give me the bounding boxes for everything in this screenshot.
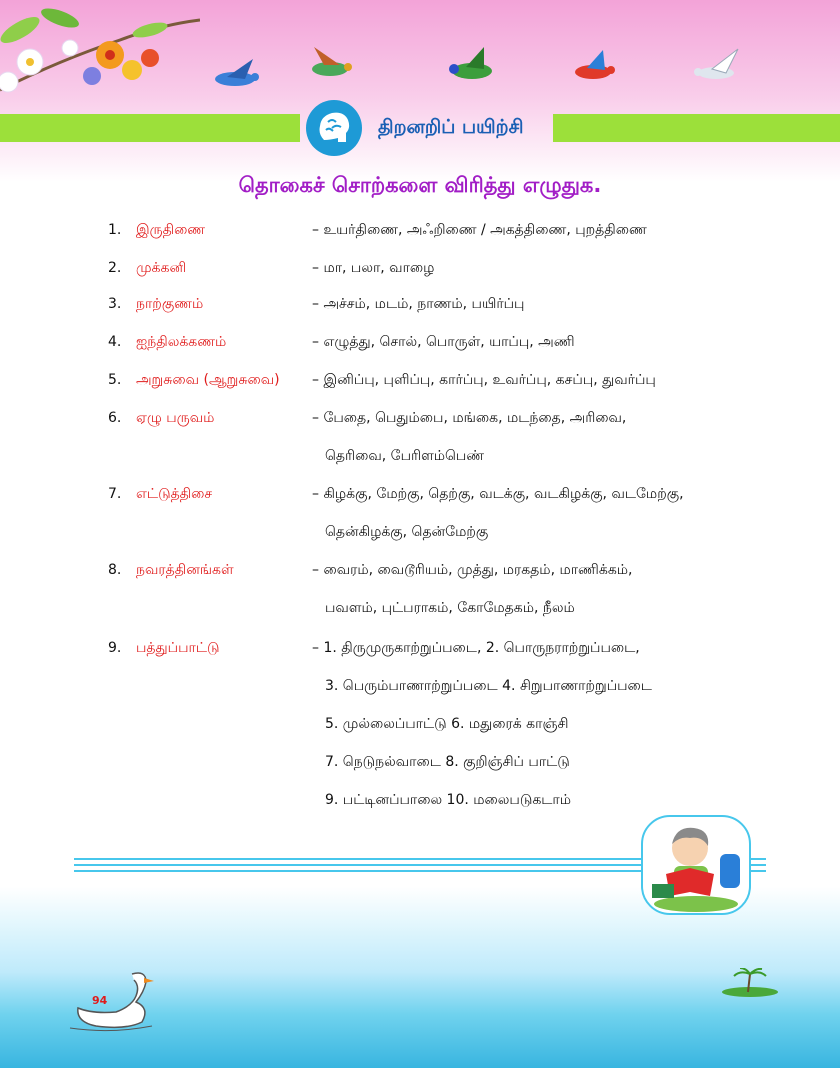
item-definition-continued: 3. பெரும்பாணாற்றுப்படை 4. சிறுபாணாற்றுப்படை [325, 678, 652, 694]
item-definition: – இனிப்பு, புளிப்பு, கார்ப்பு, உவர்ப்பு, கசப்பு, துவர்ப்பு [312, 372, 656, 388]
item-definition: – பேதை, பெதும்பை, மங்கை, மடந்தை, அரிவை, [312, 410, 627, 426]
swan-illustration [66, 968, 156, 1032]
item-definition-continued: 7. நெடுநல்வாடை 8. குறிஞ்சிப் பாட்டு [325, 754, 570, 770]
item-number: 8. [108, 562, 122, 578]
bird-icon [440, 45, 504, 89]
item-definition-continued: தெரிவை, பேரிளம்பெண் [325, 448, 485, 464]
item-term: இருதிணை [136, 222, 206, 238]
item-definition: – அச்சம், மடம், நாணம், பயிர்ப்பு [312, 296, 525, 312]
item-number: 3. [108, 296, 122, 312]
list-item [0, 334, 840, 364]
list-item [0, 486, 840, 516]
brain-icon [306, 100, 362, 156]
item-number: 1. [108, 222, 122, 238]
item-definition: – மா, பலா, வாழை [312, 260, 435, 276]
list-item [0, 562, 840, 592]
item-definition-continued: பவளம், புட்பராகம், கோமேதகம், நீலம் [325, 600, 575, 616]
item-term: அறுசுவை (ஆறுசுவை) [136, 372, 280, 388]
item-definition: – எழுத்து, சொல், பொருள், யாப்பு, அணி [312, 334, 575, 350]
item-definition-continued: 9. பட்டினப்பாலை 10. மலைபடுகடாம் [325, 792, 571, 808]
bird-icon [300, 45, 362, 85]
list-item [0, 222, 840, 252]
banner-title: திறனறிப் பயிற்சி [378, 116, 524, 138]
item-term: எட்டுத்திசை [136, 486, 213, 502]
item-term: ஏழு பருவம் [136, 410, 215, 426]
item-number: 6. [108, 410, 122, 426]
section-banner [300, 100, 553, 156]
item-number: 4. [108, 334, 122, 350]
item-number: 9. [108, 640, 122, 656]
list-item-continuation [0, 448, 840, 478]
page-heading: தொகைச் சொற்களை விரித்து எழுதுக. [238, 173, 602, 197]
banner-bar-right [553, 114, 840, 142]
list-item-continuation [0, 600, 840, 630]
flowers-illustration [0, 0, 200, 110]
island-illustration [718, 968, 782, 998]
list-item [0, 260, 840, 290]
item-term: ஐந்திலக்கணம் [136, 334, 227, 350]
item-term: நவரத்தினங்கள் [136, 562, 234, 578]
item-definition-continued: தென்கிழக்கு, தென்மேற்கு [325, 524, 489, 540]
bird-icon [205, 55, 265, 95]
item-term: பத்துப்பாட்டு [136, 640, 220, 656]
item-number: 2. [108, 260, 122, 276]
list-item [0, 296, 840, 326]
list-item-continuation [0, 716, 840, 746]
item-definition: – வைரம், வைடூரியம், முத்து, மரகதம், மாணிக்கம், [312, 562, 633, 578]
bird-icon [688, 45, 748, 89]
item-definition-continued: 5. முல்லைப்பாட்டு 6. மதுரைக் காஞ்சி [325, 716, 569, 732]
item-term: நாற்குணம் [136, 296, 204, 312]
page-number: 94 [92, 994, 108, 1007]
header-decoration [0, 0, 840, 110]
list-item [0, 640, 840, 670]
item-term: முக்கனி [136, 260, 187, 276]
list-item [0, 372, 840, 402]
banner-bar-left [0, 114, 300, 142]
list-item-continuation [0, 678, 840, 708]
item-number: 7. [108, 486, 122, 502]
list-item-continuation [0, 754, 840, 784]
item-definition: – உயர்திணை, அஃறிணை / அகத்திணை, புறத்திணை [312, 222, 647, 238]
item-definition: – 1. திருமுருகாற்றுப்படை, 2. பொருநராற்றுப்படை, [312, 640, 640, 656]
item-number: 5. [108, 372, 122, 388]
bird-icon [565, 48, 623, 88]
list-item [0, 410, 840, 440]
list-item-continuation [0, 524, 840, 554]
reading-child-illustration [640, 814, 752, 916]
item-definition: – கிழக்கு, மேற்கு, தெற்கு, வடக்கு, வடகிழக்கு, வடமேற்கு, [312, 486, 684, 502]
